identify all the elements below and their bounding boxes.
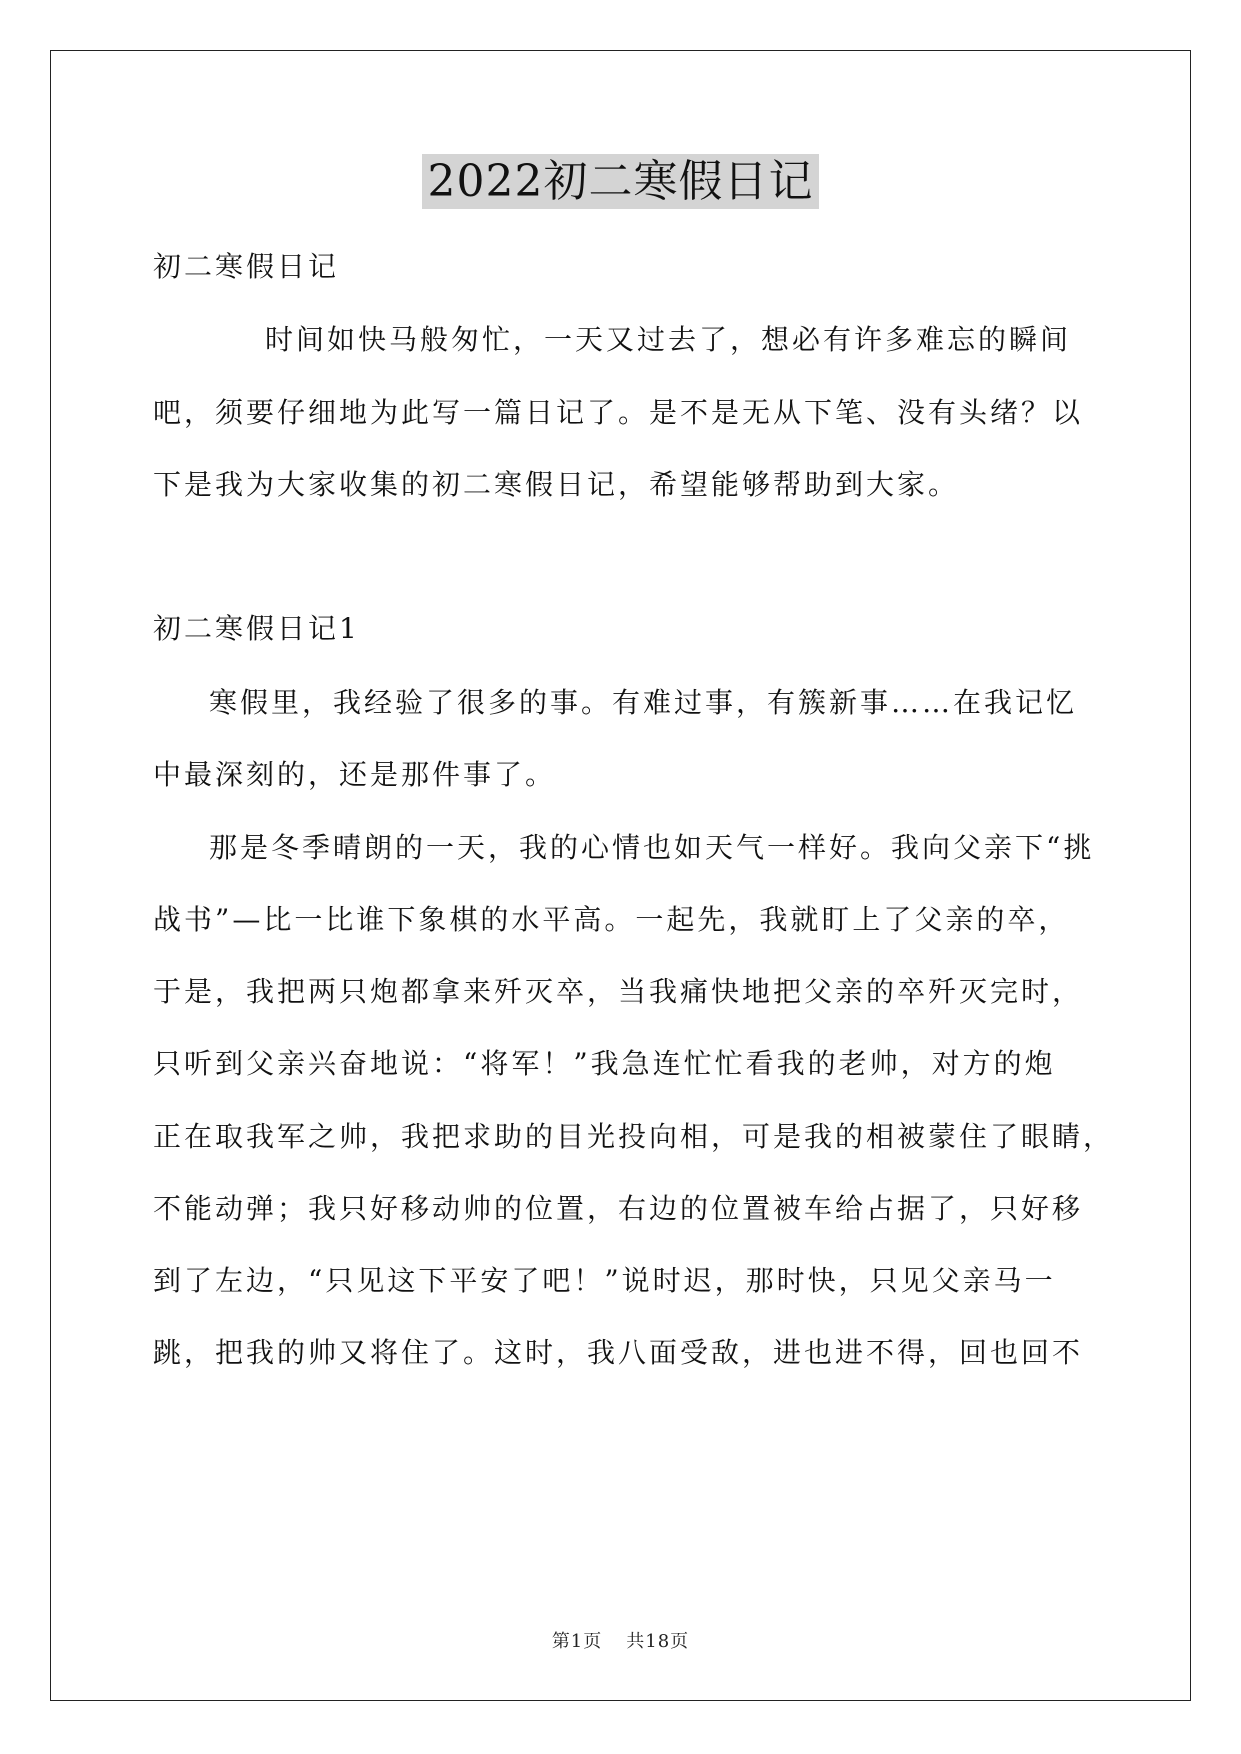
paragraph-line: 正在取我军之帅，我把求助的目光投向相，可是我的相被蒙住了眼睛， (153, 1120, 1115, 1153)
page-border (50, 50, 1191, 1701)
paragraph-line: 战书”—比一比谁下象棋的水平高。一起先，我就盯上了父亲的卒， (153, 903, 1070, 936)
document-title (0, 152, 1241, 212)
intro-line: 时间如快马般匆忙，一天又过去了，想必有许多难忘的瞬间 (265, 323, 1072, 356)
paragraph-line: 中最深刻的，还是那件事了。 (153, 758, 557, 791)
paragraph-line: 跳，把我的帅又将住了。这时，我八面受敌，进也进不得，回也回不 (153, 1336, 1084, 1369)
page-footer (0, 1627, 1241, 1653)
page-number: 第1页 (551, 1631, 603, 1652)
paragraph-line: 不能动弹；我只好移动帅的位置，右边的位置被车给占据了，只好移 (153, 1192, 1084, 1225)
paragraph-line: 到了左边，“只见这下平安了吧！”说时迟，那时快，只见父亲马一 (153, 1264, 1056, 1297)
paragraph-line: 那是冬季晴朗的一天，我的心情也如天气一样好。我向父亲下“挑 (209, 831, 1095, 864)
paragraph-line: 寒假里，我经验了很多的事。有难过事，有簇新事……在我记忆 (209, 686, 1078, 719)
page-total: 共18页 (626, 1631, 690, 1652)
paragraph-line: 只听到父亲兴奋地说：“将军！”我急连忙忙看我的老帅，对方的炮 (153, 1047, 1056, 1080)
heading-text: 初二寒假日记1 (153, 612, 360, 645)
intro-line: 下是我为大家收集的初二寒假日记，希望能够帮助到大家。 (153, 468, 960, 501)
document-title-text: 2022初二寒假日记 (422, 154, 820, 209)
heading-text: 初二寒假日记 (153, 250, 340, 283)
paragraph-line: 于是，我把两只炮都拿来歼灭卒，当我痛快地把父亲的卒歼灭完时， (153, 975, 1084, 1008)
intro-line: 吧，须要仔细地为此写一篇日记了。是不是无从下笔、没有头绪？以 (153, 396, 1084, 429)
